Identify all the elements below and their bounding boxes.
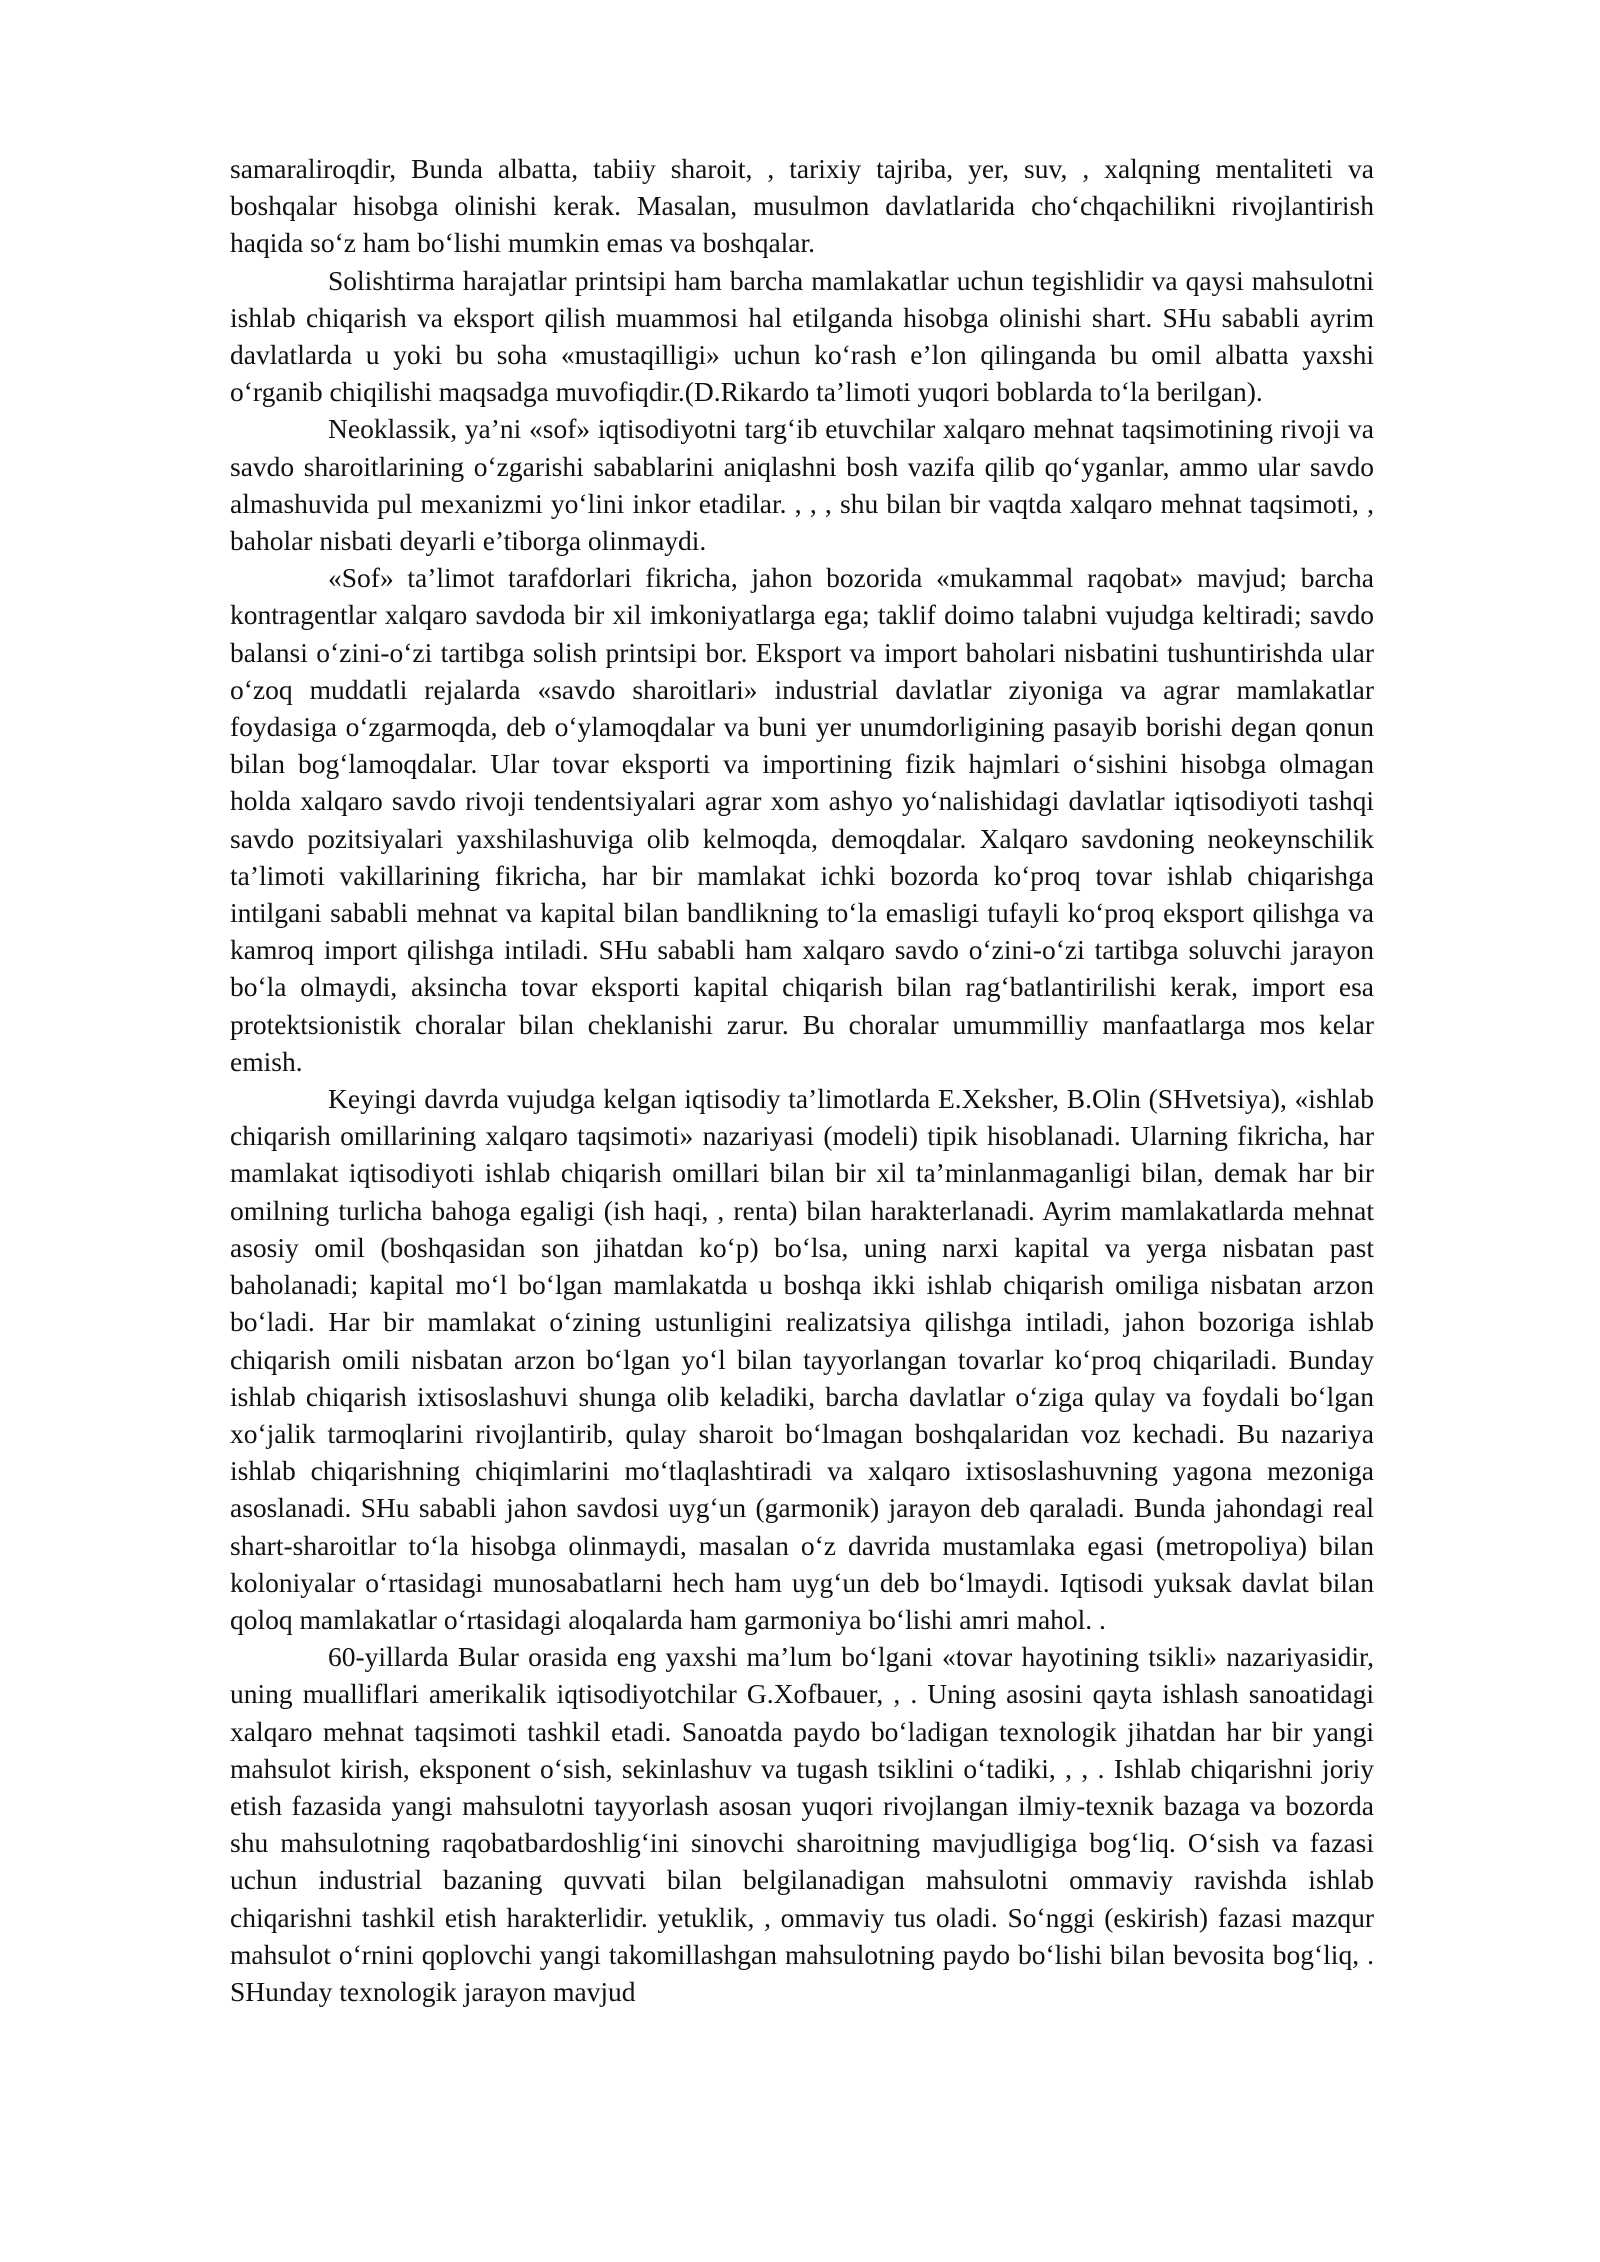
paragraph-continuation: samaraliroqdir, Bunda albatta, tabiiy sharoit, , tarixiy tajriba, yer, suv, , xalqning mentaliteti va boshqalar hisobga olinishi kerak. Masalan, musulmon davlatlarida cho‘chqachilikni rivojlantirish haqida so‘z ham bo‘lishi mumkin emas va boshqalar. xyxy=(230,153,1374,259)
paragraph-pure-theory: «Sof» ta’limot tarafdorlari fikricha, jahon bozorida «mukammal raqobat» mavjud; barcha kontragentlar xalqaro savdoda bir xil imkoniyatlarga ega; taklif doimo talabni vujudga keltiradi; savdo balansi o‘zini-o‘zi tartibga solish printsipi bor. Eksport va import baholari nisbatini tushuntirishda ular o‘zoq muddatli rejalarda «savdo sharoitlari» industrial davlatlar ziyoniga va agrar mamlakatlar foydasiga o‘zgarmoqda, deb o‘ylamoqdalar va buni yer unumdorligining pasayib borishi degan qonun bilan bog‘lamoqdalar. Ular tovar eksporti va importining fizik hajmlari o‘sishini hisobga olmagan holda xalqaro savdo rivoji tendentsiyalari agrar xom ashyo yo‘nalishidagi davlatlar iqtisodiyoti tashqi savdo pozitsiyalari yaxshilashuviga olib kelmoqda, demoqdalar. Xalqaro savdoning neokeynschilik ta’limoti vakillarining fikricha, har bir mamlakat ichki bozorda ko‘proq tovar ishlab chiqarishga intilgani sababli mehnat va kapital bilan bandlikning to‘la emasligi tufayli ko‘proq eksport qilishga va kamroq import qilishga intiladi. SHu sababli ham xalqaro savdo o‘zini-o‘zi tartibga soluvchi jarayon bo‘la olmaydi, aksincha tovar eksporti kapital chiqarish bilan rag‘batlantirilishi kerak, import esa protektsionistik choralar bilan cheklanishi zarur. Bu choralar umummilliy manfaatlarga mos kelar emish. xyxy=(230,562,1374,1077)
paragraph-neoclassical: Neoklassik, ya’ni «sof» iqtisodiyotni targ‘ib etuvchilar xalqaro mehnat taqsimotining rivoji va savdo sharoitlarining o‘zgarishi sabablarini aniqlashni bosh vazifa qilib qo‘yganlar, ammo ular savdo almashuvida pul mexanizmi yo‘lini inkor etadilar. , , , shu bilan bir vaqtda xalqaro mehnat taqsimoti, , baholar nisbati deyarli e’tiborga olinmaydi. xyxy=(230,413,1374,557)
paragraph-comparative-costs: Solishtirma harajatlar printsipi ham barcha mamlakatlar uchun tegishlidir va qaysi mahsulotni ishlab chiqarish va eksport qilish muammosi hal etilganda hisobga olinishi shart. SHu sababli ayrim davlatlarda u yoki bu soha «mustaqilligi» uchun ko‘rash e’lon qilinganda bu omil albatta yaxshi o‘rganib chiqilishi maqsadga muvofiqdir.(D.Rikardo ta’limoti yuqori boblarda to‘la berilgan). xyxy=(230,264,1374,408)
paragraph-product-life-cycle: 60-yillarda Bular orasida eng yaxshi ma’lum bo‘lgani «tovar hayotining tsikli» nazariyasidir, uning mualliflari amerikalik iqtisodiyotchilar G.Xofbauer, , . Uning asosini qayta ishlash sanoatidagi xalqaro mehnat taqsimoti tashkil etadi. Sanoatda paydo bo‘ladigan texnologik jihatdan har bir yangi mahsulot kirish, eksponent o‘sish, sekinlashuv va tugash tsiklini o‘tadiki, , , . Ishlab chiqarishni joriy etish fazasida yangi mahsulotni tayyorlash asosan yuqori rivojlangan ilmiy-texnik bazaga va bozorda shu mahsulotning raqobatbardoshlig‘ini sinovchi sharoitning mavjudligiga bog‘liq. O‘sish va fazasi uchun industrial bazaning quvvati bilan belgilanadigan mahsulotni ommaviy ravishda ishlab chiqarishni tashkil etish harakterlidir. yetuklik, , ommaviy tus oladi. So‘nggi (eskirish) fazasi mazqur mahsulot o‘rnini qoplovchi yangi takomillashgan mahsulotning paydo bo‘lishi bilan bevosita bog‘liq, . SHunday texnologik jarayon mavjud xyxy=(230,1641,1374,2007)
paragraph-heckscher-ohlin: Keyingi davrda vujudga kelgan iqtisodiy ta’limotlarda E.Xeksher, B.Olin (SHvetsiya), «ishlab chiqarish omillarining xalqaro taqsimoti» nazariyasi (modeli) tipik hisoblanadi. Ularning fikricha, har mamlakat iqtisodiyoti ishlab chiqarish omillari bilan bir xil ta’minlanmaganligi bilan, demak har bir omilning turlicha bahoga egaligi (ish haqi, , renta) bilan harakterlanadi. Ayrim mamlakatlarda mehnat asosiy omil (boshqasidan son jihatdan ko‘p) bo‘lsa, uning narxi kapital va yerga nisbatan past baholanadi; kapital mo‘l bo‘lgan mamlakatda u boshqa ikki ishlab chiqarish omiliga nisbatan arzon bo‘ladi. Har bir mamlakat o‘zining ustunligini realizatsiya qilishga intiladi, jahon bozoriga ishlab chiqarish omili nisbatan arzon bo‘lgan yo‘l bilan tayyorlangan tovarlar ko‘proq chiqariladi. Bunday ishlab chiqarish ixtisoslashuvi shunga olib keladiki, barcha davlatlar o‘ziga qulay va foydali bo‘lgan xo‘jalik tarmoqlarini rivojlantirib, qulay sharoit bo‘lmagan boshqalaridan voz kechadi. Bu nazariya ishlab chiqarishning chiqimlarini mo‘tlaqlashtiradi va xalqaro ixtisoslashuvning yagona mezoniga asoslanadi. SHu sababli jahon savdosi uyg‘un (garmonik) jarayon deb qaraladi. Bunda jahondagi real shart-sharoitlar to‘la hisobga olinmaydi, masalan o‘z davrida mustamlaka egasi (metropoliya) bilan koloniyalar o‘rtasidagi munosabatlarni hech ham uyg‘un deb bo‘lmaydi. Iqtisodi yuksak davlat bilan qoloq mamlakatlar o‘rtasidagi aloqalarda ham garmoniya bo‘lishi amri mahol. . xyxy=(230,1083,1374,1635)
document-page xyxy=(230,150,1374,2010)
